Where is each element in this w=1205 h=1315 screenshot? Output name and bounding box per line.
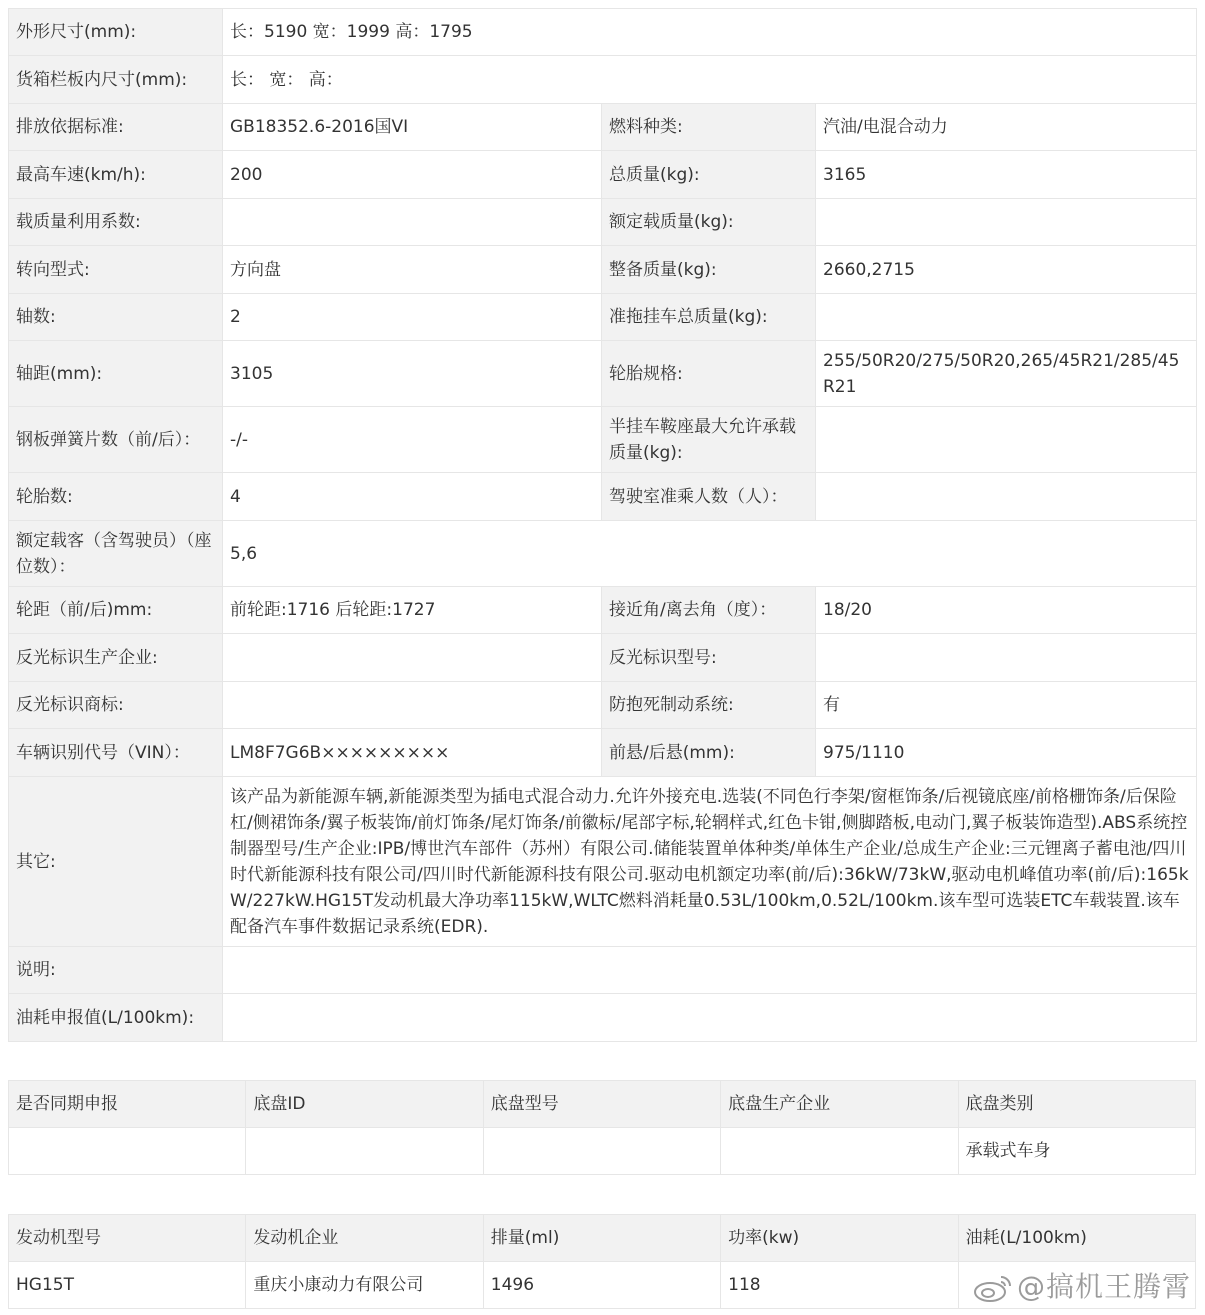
spec-value: 3105 bbox=[223, 341, 602, 407]
engine-header-cell: 功率(kw) bbox=[721, 1215, 958, 1262]
spec-row bbox=[9, 199, 1197, 246]
chassis-cell bbox=[721, 1128, 958, 1175]
spec-row bbox=[9, 294, 1197, 341]
spec-label: 油耗申报值(L/100km): bbox=[9, 994, 223, 1042]
spec-value: -/- bbox=[223, 407, 602, 473]
spec-label: 前悬/后悬(mm): bbox=[602, 729, 816, 777]
spec-row bbox=[9, 9, 1197, 56]
spec-row bbox=[9, 151, 1197, 199]
engine-cell: 重庆小康动力有限公司 bbox=[246, 1262, 483, 1309]
spec-value bbox=[816, 407, 1197, 473]
spec-value bbox=[816, 473, 1197, 521]
spec-label: 载质量利用系数: bbox=[9, 199, 223, 246]
spec-value: 有 bbox=[816, 682, 1197, 729]
spec-value: 2660,2715 bbox=[816, 246, 1197, 294]
weibo-watermark bbox=[973, 1265, 1191, 1305]
engine-header-cell: 发动机型号 bbox=[9, 1215, 246, 1262]
spec-label: 货箱栏板内尺寸(mm): bbox=[9, 56, 223, 104]
spec-label: 钢板弹簧片数（前/后）： bbox=[9, 407, 223, 473]
chassis-data-row bbox=[9, 1128, 1196, 1175]
spec-label: 其它: bbox=[9, 777, 223, 947]
spec-row bbox=[9, 246, 1197, 294]
spec-row bbox=[9, 104, 1197, 151]
spec-row bbox=[9, 947, 1197, 994]
spec-row bbox=[9, 634, 1197, 682]
spec-value: LM8F7G6B××××××××× bbox=[223, 729, 602, 777]
spec-value: 方向盘 bbox=[223, 246, 602, 294]
engine-cell: HG15T bbox=[9, 1262, 246, 1309]
spec-value: 该产品为新能源车辆,新能源类型为插电式混合动力.允许外接充电.选装(不同色行李架/窗框饰条/后视镜底座/前格栅饰条/后保险杠/侧裙饰条/翼子板装饰/前灯饰条/尾灯饰条/前徽标/尾部字标,轮辋样式,红色卡钳,侧脚踏板,电动门,翼子板装饰造型).ABS系统控制器型号/生产企业:IPB/博世汽车部件（苏州）有限公司.储能装置单体种类/单体生产企业/总成生产企业:三元锂离子蓄电池/四川时代新能源科技有限公司/四川时代新能源科技有限公司.驱动电机额定功率(前/后):36kW/73kW,驱动电机峰值功率(前/后):165kW/227kW.HG15T发动机最大净功率115kW,WLTC燃料消耗量0.53L/100km,0.52L/100km.该车型可选装ETC车载装置.该车配备汽车事件数据记录系统(EDR). bbox=[223, 777, 1197, 947]
spec-value bbox=[816, 199, 1197, 246]
spec-value: 长：5190 宽：1999 高：1795 bbox=[223, 9, 1197, 56]
spec-value: 975/1110 bbox=[816, 729, 1197, 777]
spec-label: 额定载质量(kg): bbox=[602, 199, 816, 246]
chassis-cell bbox=[9, 1128, 246, 1175]
chassis-cell bbox=[246, 1128, 483, 1175]
spec-value bbox=[223, 634, 602, 682]
spec-value: 汽油/电混合动力 bbox=[816, 104, 1197, 151]
spec-value: 200 bbox=[223, 151, 602, 199]
engine-cell: 118 bbox=[721, 1262, 958, 1309]
spec-value: 3165 bbox=[816, 151, 1197, 199]
spec-value: 长： 宽： 高： bbox=[223, 56, 1197, 104]
chassis-cell bbox=[483, 1128, 720, 1175]
spec-label: 转向型式: bbox=[9, 246, 223, 294]
spec-row bbox=[9, 729, 1197, 777]
spec-label: 轮距（前/后)mm: bbox=[9, 587, 223, 634]
chassis-cell: 承载式车身 bbox=[958, 1128, 1195, 1175]
spec-label: 反光标识生产企业: bbox=[9, 634, 223, 682]
spec-row bbox=[9, 521, 1197, 587]
spec-label: 防抱死制动系统: bbox=[602, 682, 816, 729]
spec-row bbox=[9, 56, 1197, 104]
spec-row bbox=[9, 341, 1197, 407]
spec-value bbox=[223, 682, 602, 729]
engine-header-cell: 发动机企业 bbox=[246, 1215, 483, 1262]
spec-label: 最高车速(km/h): bbox=[9, 151, 223, 199]
spec-label: 反光标识型号: bbox=[602, 634, 816, 682]
spec-label: 总质量(kg): bbox=[602, 151, 816, 199]
spec-label: 半挂车鞍座最大允许承载质量(kg): bbox=[602, 407, 816, 473]
spec-label: 轴距(mm): bbox=[9, 341, 223, 407]
spec-row bbox=[9, 682, 1197, 729]
spec-value: 前轮距:1716 后轮距:1727 bbox=[223, 587, 602, 634]
spec-label: 说明: bbox=[9, 947, 223, 994]
spec-value: 255/50R20/275/50R20,265/45R21/285/45R21 bbox=[816, 341, 1197, 407]
engine-cell: 1496 bbox=[483, 1262, 720, 1309]
spec-value: 2 bbox=[223, 294, 602, 341]
watermark-text: @搞机王腾霄 bbox=[1016, 1270, 1191, 1303]
spec-label: 轮胎数: bbox=[9, 473, 223, 521]
spec-value bbox=[223, 947, 1197, 994]
chassis-table bbox=[8, 1080, 1196, 1175]
spec-value: 5,6 bbox=[223, 521, 1197, 587]
spec-row bbox=[9, 994, 1197, 1042]
spec-row bbox=[9, 587, 1197, 634]
spec-value bbox=[816, 634, 1197, 682]
chassis-header-cell: 底盘类别 bbox=[958, 1081, 1195, 1128]
spec-label: 反光标识商标: bbox=[9, 682, 223, 729]
chassis-header-cell: 底盘生产企业 bbox=[721, 1081, 958, 1128]
spec-value bbox=[223, 199, 602, 246]
spec-value bbox=[223, 994, 1197, 1042]
spec-label: 整备质量(kg): bbox=[602, 246, 816, 294]
spec-label: 燃料种类: bbox=[602, 104, 816, 151]
spec-label: 轮胎规格: bbox=[602, 341, 816, 407]
vehicle-spec-table bbox=[8, 8, 1197, 1042]
chassis-header-cell: 底盘ID bbox=[246, 1081, 483, 1128]
weibo-logo-icon bbox=[973, 1273, 1013, 1303]
spec-label: 驾驶室准乘人数（人）： bbox=[602, 473, 816, 521]
chassis-header-cell: 是否同期申报 bbox=[9, 1081, 246, 1128]
spec-value: GB18352.6-2016国VI bbox=[223, 104, 602, 151]
chassis-header-row bbox=[9, 1081, 1196, 1128]
spec-value bbox=[816, 294, 1197, 341]
spec-row bbox=[9, 407, 1197, 473]
engine-header-cell: 排量(ml) bbox=[483, 1215, 720, 1262]
engine-header-row bbox=[9, 1215, 1196, 1262]
engine-header-cell: 油耗(L/100km) bbox=[958, 1215, 1195, 1262]
spec-label: 额定载客（含驾驶员）（座位数）： bbox=[9, 521, 223, 587]
spec-label: 排放依据标准: bbox=[9, 104, 223, 151]
spec-value: 4 bbox=[223, 473, 602, 521]
spec-value: 18/20 bbox=[816, 587, 1197, 634]
chassis-header-cell: 底盘型号 bbox=[483, 1081, 720, 1128]
spec-label: 轴数: bbox=[9, 294, 223, 341]
spec-label: 车辆识别代号（VIN）： bbox=[9, 729, 223, 777]
spec-row bbox=[9, 777, 1197, 947]
spec-row bbox=[9, 473, 1197, 521]
spec-label: 接近角/离去角（度）： bbox=[602, 587, 816, 634]
spec-label: 外形尺寸(mm): bbox=[9, 9, 223, 56]
spec-label: 准拖挂车总质量(kg): bbox=[602, 294, 816, 341]
